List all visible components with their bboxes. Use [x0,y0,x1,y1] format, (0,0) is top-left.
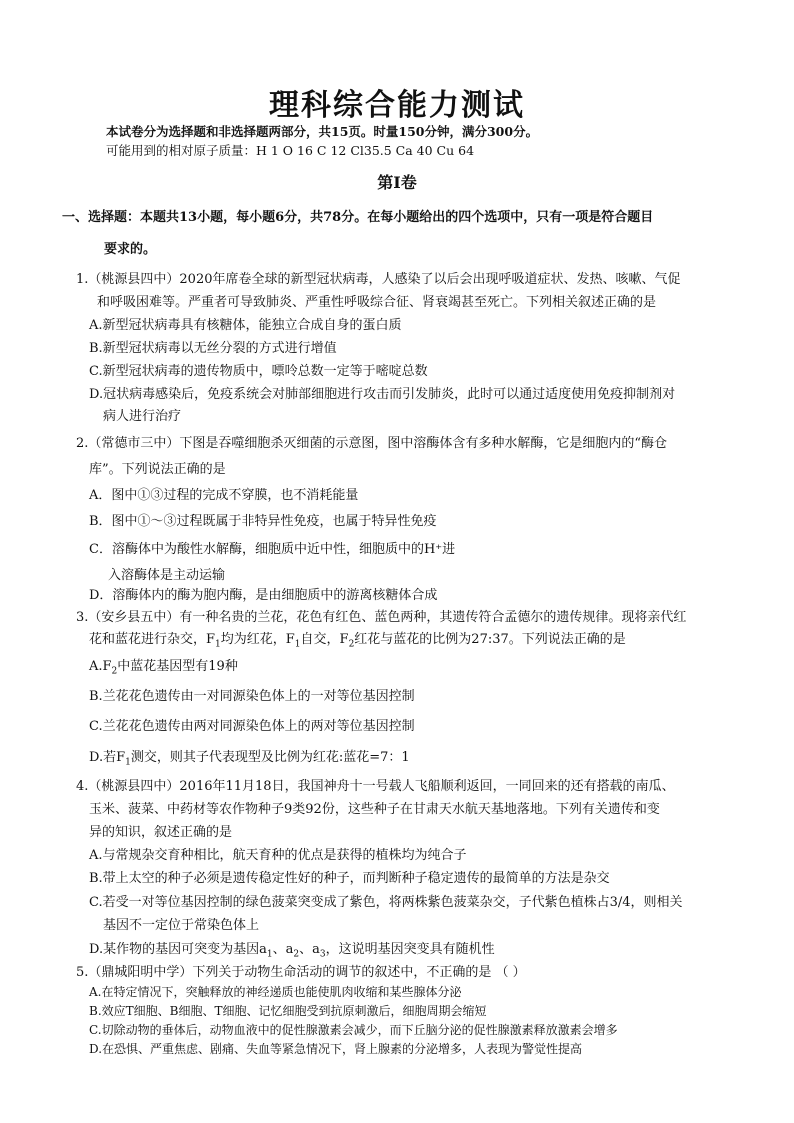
subscript: 2 [293,949,300,960]
q5-option-c: C.切除动物的垂体后，动物血液中的促性腺激素会减少，而下丘脑分泌的促性腺激素释放激素会增多 [89,1023,618,1037]
q1-option-d-line-2: 病人进行治疗 [103,409,182,424]
subscript: 1 [294,639,301,650]
subscript: 2 [348,639,355,650]
q4-option-d-text: 、a [299,942,320,957]
q3-option-a-text: A.F [89,659,112,674]
q2-stem-line-1: 2.（常德市三中）下图是吞噬细胞杀灭细菌的示意图，图中溶酶体含有多种水解酶，它是细胞内的“酶仓 [76,436,668,451]
q2-stem-line-2: 库”。下列说法正确的是 [89,462,226,477]
intro-line-2: 可能用到的相对原子质量：H 1 O 16 C 12 Cl35.5 Ca 40 Cu 64 [106,143,475,158]
subscript: 1 [125,757,131,768]
q1-option-a: A.新型冠状病毒具有核糖体，能独立合成自身的蛋白质 [89,318,402,333]
q2-option-d: D．溶酶体内的酶为胞内酶，是由细胞质中的游离核糖体合成 [89,588,438,603]
q5-stem: 5.（鼎城阳明中学）下列关于动物生命活动的调节的叙述中，不正确的是 （ ） [76,965,526,980]
q4-option-d-text: D.某作物的基因可突变为基因a [89,942,267,957]
q3-stem-text: 均为红花，F [220,632,295,647]
q3-stem-line-1: 3.（安乡县五中）有一种名贵的兰花，花色有红色、蓝色两种，其遗传符合孟德尔的遗传规律。现将亲代红 [76,610,687,625]
q4-stem-line-2: 玉米、菠菜、中药材等农作物种子9类92份，这些种子在甘肃天水航天基地落地。下列有关遗传和变 [89,802,660,817]
q3-option-d [89,746,410,768]
q3-option-a [89,655,238,677]
q5-option-b: B.效应T细胞、B细胞、T细胞、记忆细胞受到抗原刺激后，细胞周期会缩短 [89,1004,487,1018]
q5-option-a: A.在特定情况下，突触释放的神经递质也能使肌肉收缩和某些腺体分泌 [89,985,462,999]
q1-option-d-line-1: D.冠状病毒感染后，免疫系统会对肺部细胞进行攻击而引发肺炎，此时可以通过适度使用免疫抑制剂对 [89,387,676,402]
q4-option-c-line-2: 基因不一定位于常染色体上 [103,918,260,933]
q4-option-a: A.与常规杂交育种相比，航天育种的优点是获得的植株均为纯合子 [89,848,467,863]
subscript: 1 [215,639,221,650]
q3-option-d-text: D.若F [89,750,126,765]
q3-option-b: B.兰花花色遗传由一对同源染色体上的一对等位基因控制 [89,689,415,704]
subscript: 3 [319,949,326,960]
q2-option-c-line-1: C．溶酶体中为酸性水解酶，细胞质中近中性，细胞质中的H⁺进 [89,542,456,557]
subscript: 1 [266,949,273,960]
q1-stem-line-2: 和呼吸困难等。严重者可导致肺炎、严重性呼吸综合征、肾衰竭甚至死亡。下列相关叙述正确的是 [97,295,657,310]
q1-option-c: C.新型冠状病毒的遗传物质中，嘌呤总数一定等于嘧啶总数 [89,364,428,379]
q4-stem-line-3: 异的知识，叙述正确的是 [89,825,233,840]
q4-option-c-line-1: C.若受一对等位基因控制的绿色菠菜突变成了紫色，将两株紫色菠菜杂交，子代紫色植株占3/4，则相关 [89,895,683,910]
q3-stem-text: 花和蓝花进行杂交，F [89,632,216,647]
q3-stem-line-2 [89,628,626,650]
section-heading-line-1: 一、选择题：本题共13小题，每小题6分，共78分。在每小题给出的四个选项中，只有一项是符合题目 [62,210,654,225]
q5-option-d: D.在恐惧、严重焦虑、剧痛、失血等紧急情况下，肾上腺素的分泌增多，人表现为警觉性提高 [89,1042,583,1056]
q3-option-c: C.兰花花色遗传由两对同源染色体上的两对等位基因控制 [89,719,415,734]
q2-option-c-line-2: 入溶酶体是主动运输 [108,568,226,583]
page-title: 理科综合能力测试 [269,88,525,123]
q3-option-d-text: 测交，则其子代表现型及比例为红花:蓝花=7：1 [130,750,410,765]
section-heading-line-2: 要求的。 [104,242,157,257]
q4-option-d-text: 、a [272,942,294,957]
q1-stem-line-1: 1.（桃源县四中）2020年席卷全球的新型冠状病毒，人感染了以后会出现呼吸道症状、发热、咳嗽、气促 [76,272,681,287]
q4-stem-line-1: 4.（桃源县四中）2016年11月18日，我国神舟十一号载人飞船顺利返回，一同回来的还有搭载的南瓜、 [76,779,675,794]
intro-line-1: 本试卷分为选择题和非选择题两部分，共15页。时量150分钟，满分300分。 [106,124,539,139]
q3-option-a-text: 中蓝花基因型有19种 [117,659,238,674]
q3-stem-text: 自交，F [300,632,349,647]
q2-option-a: A．图中①③过程的完成不穿膜，也不消耗能量 [89,488,359,503]
q4-option-b: B.带上太空的种子必须是遗传稳定性好的种子，而判断种子稳定遗传的最简单的方法是杂交 [89,871,610,886]
q1-option-b: B.新型冠状病毒以无丝分裂的方式进行增值 [89,341,337,356]
q3-stem-text: 红花与蓝花的比例为27:37。下列说法正确的是 [354,632,626,647]
q4-option-d [89,938,495,960]
subscript: 2 [111,666,118,677]
q4-option-d-text: ，这说明基因突变具有随机性 [325,942,495,957]
q2-option-b: B．图中①～③过程既属于非特异性免疫，也属于特异性免疫 [89,514,437,529]
volume-heading: 第Ⅰ卷 [377,173,417,192]
